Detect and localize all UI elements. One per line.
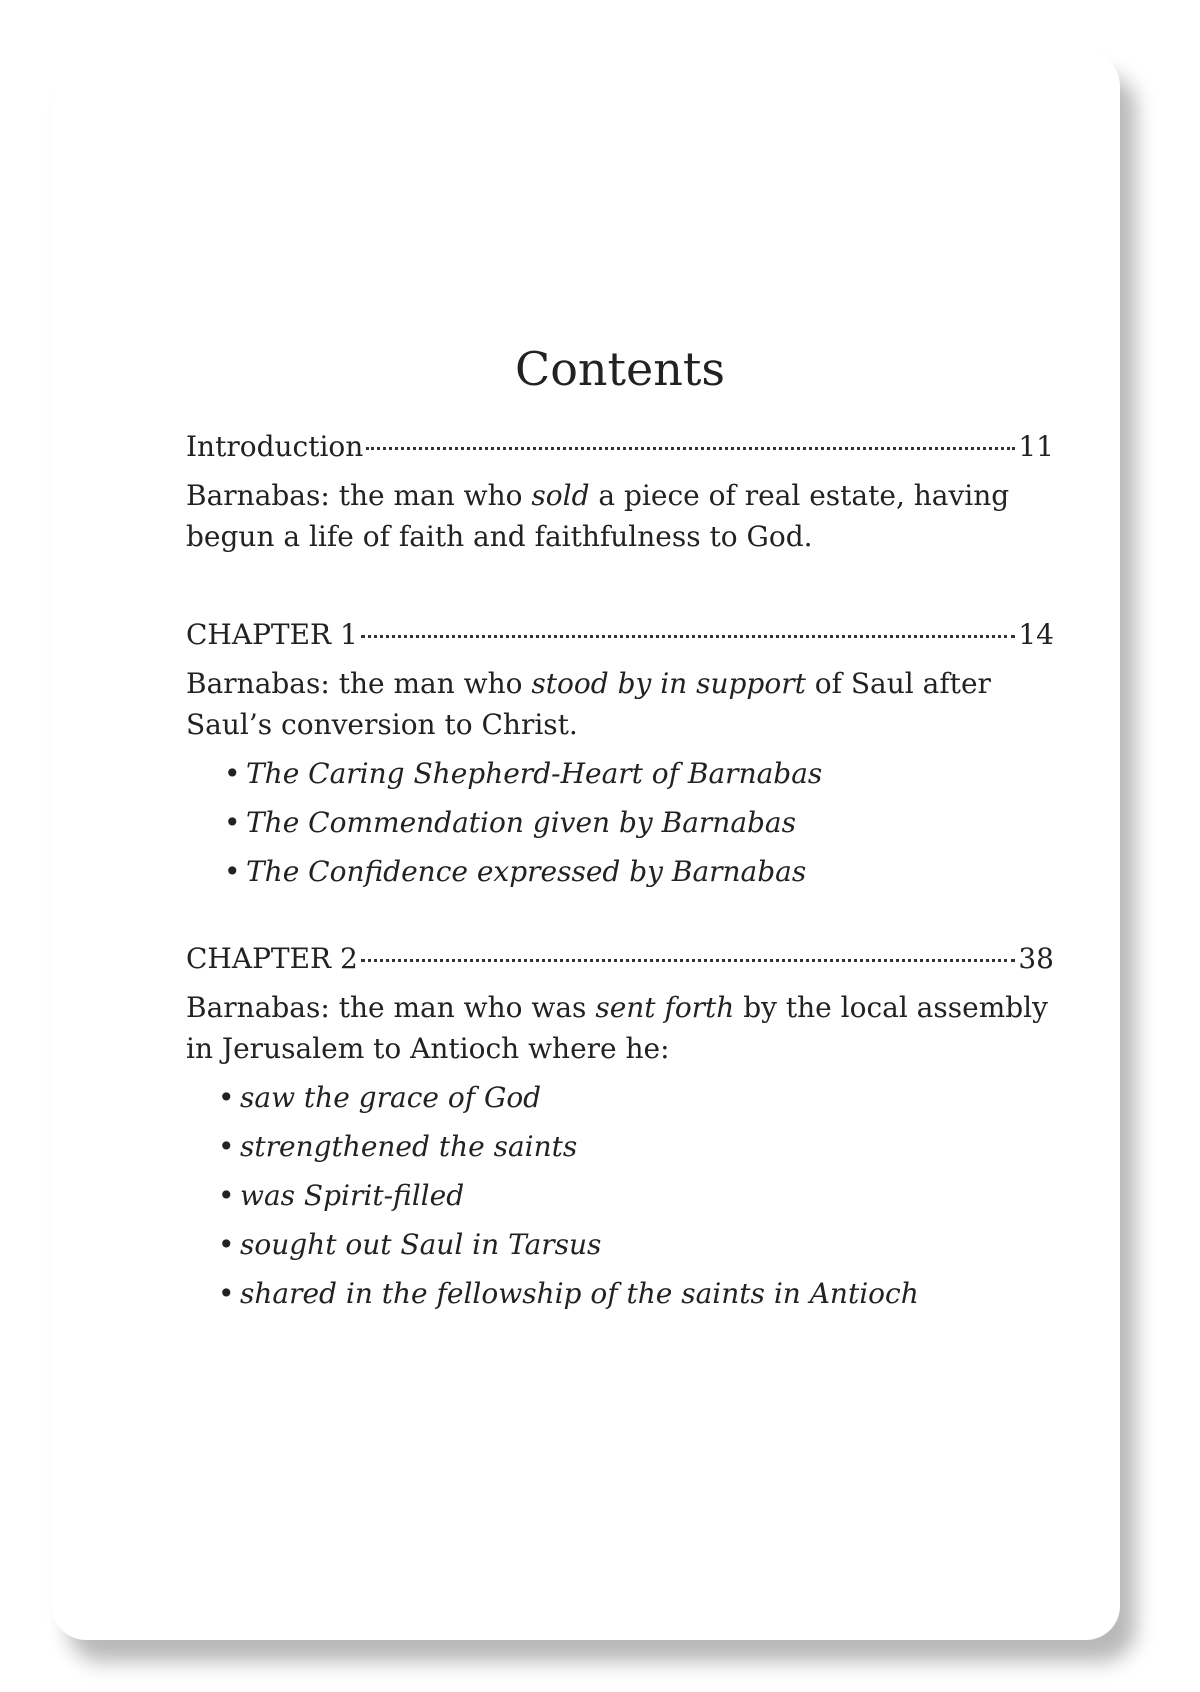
- subtopic-text: The Caring Shepherd-Heart of Barnabas: [246, 757, 823, 790]
- subtopic-text: The Confidence expressed by Barnabas: [246, 855, 807, 888]
- bullet-glyph: •: [218, 1228, 235, 1261]
- list-item: [186, 798, 1054, 847]
- entry-description: [186, 663, 1054, 745]
- page-title: Contents: [515, 342, 725, 396]
- dot-leader: [361, 959, 1016, 962]
- subtopic-list: [186, 1073, 1054, 1318]
- desc-text: Barnabas: the man who: [186, 667, 532, 700]
- entry-page-number: 14: [1018, 618, 1054, 651]
- subtopic-text: strengthened the saints: [240, 1130, 578, 1163]
- toc-line: [186, 939, 1054, 979]
- dot-leader: [361, 635, 1016, 638]
- desc-text: by the local assembly in Jerusalem to Antioch where he:: [186, 991, 1048, 1065]
- toc-line: [186, 615, 1054, 655]
- toc-entry-chapter-1: [186, 615, 1054, 896]
- subtopic-text: sought out Saul in Tarsus: [240, 1228, 602, 1261]
- entry-page-number: 11: [1018, 430, 1054, 463]
- desc-text: of Saul after Saul’s conversion to Christ.: [186, 667, 991, 741]
- subtopic-text: The Commendation given by Barnabas: [246, 806, 796, 839]
- subtopic-list: [186, 749, 1054, 896]
- book-page: [52, 52, 1120, 1640]
- bullet-glyph: •: [218, 1277, 235, 1310]
- list-item: [186, 1220, 1054, 1269]
- toc-entry-chapter-2: [186, 939, 1054, 1318]
- bullet-glyph: •: [218, 1130, 235, 1163]
- subtopic-text: was Spirit-filled: [240, 1179, 465, 1212]
- list-item: [186, 1269, 1054, 1318]
- entry-label: CHAPTER 1: [186, 618, 358, 651]
- subtopic-text: saw the grace of God: [240, 1081, 542, 1114]
- desc-text: a piece of real estate, having begun a life of faith and faithfulness to God.: [186, 479, 1010, 553]
- desc-emphasis: sold: [531, 479, 590, 512]
- bullet-glyph: •: [218, 1179, 235, 1212]
- entry-description: [186, 475, 1054, 557]
- bullet-glyph: •: [224, 757, 241, 790]
- subtopic-text: shared in the fellowship of the saints in Antioch: [240, 1277, 919, 1310]
- entry-label: Introduction: [186, 430, 364, 463]
- bullet-glyph: •: [224, 806, 241, 839]
- list-item: [186, 1171, 1054, 1220]
- desc-text: Barnabas: the man who: [186, 479, 532, 512]
- entry-description: [186, 987, 1054, 1069]
- toc-line: [186, 427, 1054, 467]
- bullet-glyph: •: [224, 855, 241, 888]
- desc-emphasis: stood by in support: [531, 667, 806, 700]
- entry-label: CHAPTER 2: [186, 942, 358, 975]
- dot-leader: [366, 447, 1015, 450]
- entry-page-number: 38: [1018, 942, 1054, 975]
- list-item: [186, 847, 1054, 896]
- desc-text: Barnabas: the man who was: [186, 991, 596, 1024]
- toc-entry-introduction: [186, 427, 1054, 557]
- list-item: [186, 1122, 1054, 1171]
- list-item: [186, 1073, 1054, 1122]
- list-item: [186, 749, 1054, 798]
- desc-emphasis: sent forth: [595, 991, 735, 1024]
- bullet-glyph: •: [218, 1081, 235, 1114]
